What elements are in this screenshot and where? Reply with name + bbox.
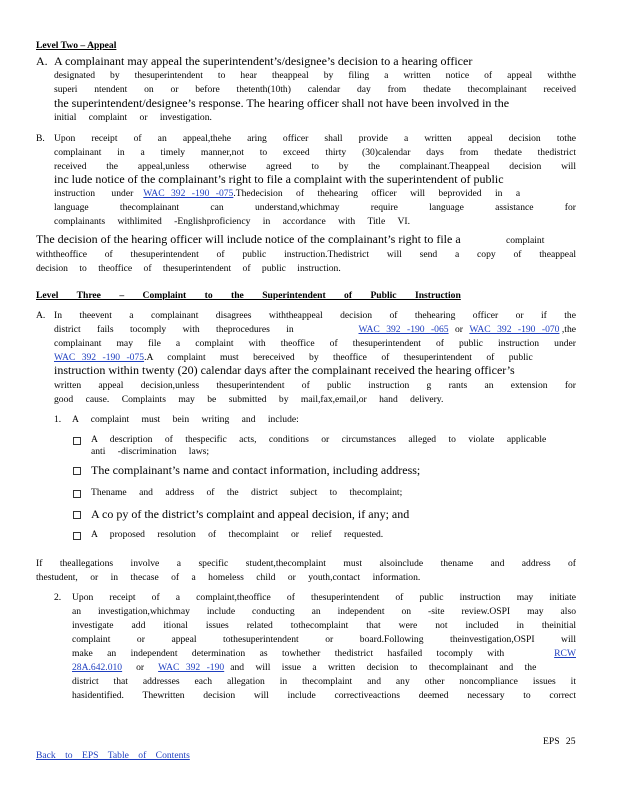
item2-line6	[72, 662, 576, 673]
level3-a-line2-pre: district fails tocomply with theprocedures in	[54, 324, 294, 335]
student-line1: If theallegations involve a specific student,thecomplaint must alsoinclude thename and address of	[36, 558, 576, 569]
item2-line1: Upon receipt of a complaint,theoffice of thesuperintendent of public instruction may initiate	[72, 592, 576, 603]
level2-b-line1: Upon receipt of an appeal,thehe aring officer shall provide a written appeal decision tothe	[54, 133, 576, 144]
level2-a-line4: the superintendent/designee’s response. The hearing officer shall not have been involved in the	[54, 96, 510, 110]
level2-a-line5: initial complaint or investigation.	[54, 112, 212, 123]
student-line2: thestudent, or in thecase of a homeless child or youth,contact information.	[36, 572, 421, 583]
level3-a-line2-or: or	[454, 324, 463, 335]
level2-b-line3: received the appeal,unless otherwise agreed to by the complainant.Theappeal decision will	[54, 161, 576, 172]
checkbox-bullet-icon	[73, 532, 81, 540]
wac-392-190-075-link[interactable]: WAC 392 -190 -075	[143, 188, 234, 199]
level-two-heading: Level Two – Appeal	[36, 40, 117, 51]
level3-a-line4	[54, 352, 576, 363]
bullet-3-text: Thename and address of the district subject to thecomplaint;	[91, 487, 403, 498]
level3-a-line1: In theevent a complainant disagrees withtheappeal decision of thehearing officer or if the	[54, 310, 576, 321]
level2-b-marker: B.	[36, 133, 45, 144]
level3-a-line5: instruction within twenty (20) calendar days after the complainant received the hearing officer’s	[54, 363, 515, 377]
item1-marker: 1.	[54, 414, 62, 425]
item2-line6-post: and will issue a written decision to thecomplainant and the	[230, 662, 537, 673]
level3-a-line3: complainant may file a complaint with theoffice of thesuperintendent of public instruction under	[54, 338, 576, 349]
bullet-2-text: The complainant’s name and contact information, including address;	[91, 463, 421, 477]
level3-a-line6: written appeal decision,unless thesuperintendent of public instruction g rants an extension for	[54, 380, 576, 391]
bullet-4-text: A co py of the district’s complaint and appeal decision, if any; and	[91, 507, 410, 521]
item2-line6-or: or	[136, 662, 145, 673]
level3-a-line7: good cause. Complaints may be submitted by mail,fax,email,or hand delivery.	[54, 394, 444, 405]
level2-b-line7: complainants withlimited -Englishproficiency in accordance with Title VI.	[54, 216, 410, 227]
page-number: EPS 25	[543, 736, 576, 747]
level2-b-line5-post: .Thedecision of thehearing officer will beprovided in a	[233, 188, 521, 199]
item2-line5-pre: make an independent determination as towhether thedistrict hasfailed tocomply with	[72, 648, 505, 659]
item2-line5	[72, 648, 576, 659]
item2-line4: complaint or appeal tothesuperintendent or board.Following theinvestigation,OSPI will	[72, 634, 576, 645]
bullet-item-5	[73, 529, 576, 543]
item2-line2: an investigation,whichmay include conducting an independent on -site review.OSPI may also	[72, 606, 576, 617]
level2-b-line5-pre: instruction under	[54, 188, 134, 199]
notice-overlap: complaint	[506, 235, 545, 246]
level3-a-marker: A.	[36, 310, 46, 321]
level2-a-line2: designated by thesuperintendent to hear theappeal by filing a written notice of appeal withthe	[54, 70, 576, 81]
wac-392-190-075-link-2[interactable]: WAC 392 -190 -075	[54, 352, 145, 363]
level2-b-line4: inc lude notice of the complainant’s right to file a complaint with the superintendent of public	[54, 172, 504, 186]
bullet-item-1	[73, 434, 576, 458]
notice-line3: decision to theoffice of thesuperintendent of public instruction.	[36, 263, 341, 274]
level2-b-line5	[54, 188, 576, 199]
item2-line7: district that addresses each allegation in thecomplaint and any other noncompliance issues it	[72, 676, 576, 687]
level2-a-marker: A.	[36, 54, 48, 68]
level3-a-line4-post: .A complaint must bereceived by theoffice of thesuperintendent of public	[144, 352, 533, 363]
wac-392-190-070-link[interactable]: WAC 392 -190 -070	[469, 324, 560, 335]
level-three-heading: Level Three – Complaint to the Superintendent of Public Instruction	[36, 290, 461, 301]
bullet-5-text: A proposed resolution of thecomplaint or relief requested.	[91, 529, 384, 540]
notice-line2: withtheoffice of thesuperintendent of public instruction.Thedistrict will send a copy of theappeal	[36, 249, 576, 260]
bullet-1-cont: anti -discrimination laws;	[91, 446, 210, 457]
level3-a-line2	[54, 324, 576, 335]
checkbox-bullet-icon	[73, 511, 81, 519]
checkbox-bullet-icon	[73, 467, 81, 475]
bullet-1-text: A description of thespecific acts, conditions or circumstances alleged to violate applicable	[91, 434, 547, 445]
bullet-item-4	[73, 508, 576, 524]
rcw-link[interactable]: RCW	[554, 648, 576, 659]
bullet-item-2	[73, 464, 576, 480]
rcw-28a-642-010-link[interactable]: 28A.642.010	[72, 662, 123, 673]
back-to-toc-link[interactable]: Back to EPS Table of Contents	[36, 750, 190, 761]
notice-line1: The decision of the hearing officer will include notice of the complainant’s right to file a	[36, 232, 461, 246]
level2-a-line3: superi ntendent on or before thetenth(10th) calendar day from thedate thecomplainant received	[54, 84, 576, 95]
item2-line3: investigate add itional issues related tothecomplaint that were not included in theinitial	[72, 620, 576, 631]
bullet-item-3	[73, 487, 576, 501]
item1-text: A complaint must bein writing and include:	[72, 414, 299, 425]
level2-b-line6: language thecomplainant can understand,whichmay require language assistance for	[54, 202, 576, 213]
wac-392-190-065-link[interactable]: WAC 392 -190 -065	[358, 324, 449, 335]
wac-392-190-link[interactable]: WAC 392 -190	[158, 662, 225, 673]
level2-a-line1: A complainant may appeal the superintendent’s/designee’s decision to a hearing officer	[54, 54, 473, 68]
item2-line8: hasidentified. Thewritten decision will include correctiveactions deemed necessary to correct	[72, 690, 576, 701]
checkbox-bullet-icon	[73, 437, 81, 445]
item2-marker: 2.	[54, 592, 62, 603]
level3-a-line2-post: ,the	[561, 324, 576, 335]
level2-b-line2: complainant in a timely manner,not to exceed thirty (30)calendar days from thedate thedistrict	[54, 147, 576, 158]
checkbox-bullet-icon	[73, 490, 81, 498]
